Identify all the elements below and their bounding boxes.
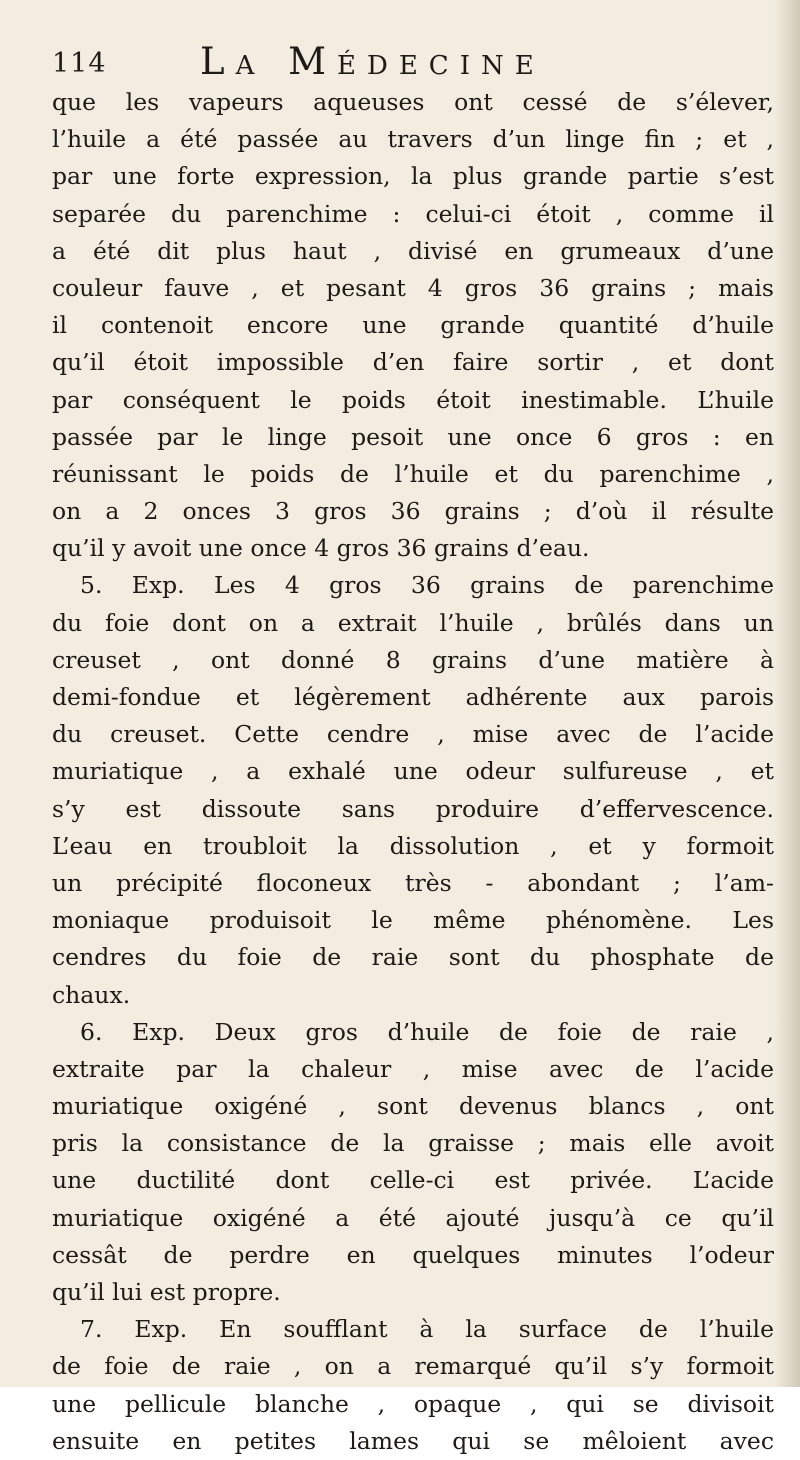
text-line: que les vapeurs aqueuses ont cessé de s’élever,	[52, 88, 774, 116]
text-line: il contenoit encore une grande quantité d’huile	[52, 311, 774, 340]
text-line: 6. Exp. Deux gros d’huile de foie de raie ,	[80, 1017, 774, 1046]
text-line: extraite par la chaleur , mise avec de l’acide	[52, 1054, 774, 1083]
text-line: qu’il lui est propre.	[52, 1278, 281, 1306]
text-line: pris la consistance de la graisse ; mais elle avoit	[52, 1129, 774, 1158]
text-line: couleur fauve , et pesant 4 gros 36 grains ; mais	[52, 273, 774, 302]
text-line: cendres du foie de raie sont du phosphate de	[52, 943, 774, 972]
running-head	[52, 40, 772, 84]
text-line: demi-fondue et légèrement adhérente aux parois	[52, 683, 774, 711]
text-line: du creuset. Cette cendre , mise avec de l’acide	[52, 720, 774, 749]
body-text	[52, 84, 774, 1460]
text-line: s’y est dissoute sans produire d’effervescence.	[52, 794, 774, 823]
text-line: cessât de perdre en quelques minutes l’odeur	[52, 1240, 774, 1269]
running-title: La Médecine	[200, 40, 545, 83]
text-line: une pellicule blanche , opaque , qui se divisoit	[52, 1389, 774, 1418]
text-line: réunissant le poids de l’huile et du parenchime ,	[52, 459, 774, 488]
text-line: muriatique oxigéné , sont devenus blancs , ont	[52, 1092, 774, 1121]
text-line: ensuite en petites lames qui se mêloient avec	[52, 1426, 774, 1455]
page-number: 114	[52, 48, 107, 79]
text-line: separée du parenchime : celui-ci étoit , comme il	[52, 199, 774, 228]
text-line: du foie dont on a extrait l’huile , brûlés dans un	[52, 608, 774, 637]
text-line: creuset , ont donné 8 grains d’une matière à	[52, 645, 774, 674]
text-line: par conséquent le poids étoit inestimable. L’huile	[52, 385, 774, 414]
text-line: on a 2 onces 3 gros 36 grains ; d’où il résulte	[52, 497, 774, 526]
text-line: a été dit plus haut , divisé en grumeaux d’une	[52, 236, 774, 265]
text-line: passée par le linge pesoit une once 6 gros : en	[52, 422, 774, 451]
text-line: par une forte expression, la plus grande partie s’est	[52, 162, 774, 191]
text-line: 5. Exp. Les 4 gros 36 grains de parenchime	[80, 571, 774, 600]
text-line: muriatique , a exhalé une odeur sulfureuse , et	[52, 757, 774, 786]
text-line: chaux.	[52, 980, 131, 1009]
text-line: qu’il y avoit une once 4 gros 36 grains d’eau.	[52, 534, 590, 563]
text-line: L’eau en troubloit la dissolution , et y formoit	[52, 831, 774, 860]
text-line: l’huile a été passée au travers d’un linge fin ; et ,	[52, 125, 774, 154]
text-line: de foie de raie , on a remarqué qu’il s’y formoit	[52, 1352, 774, 1381]
text-line: 7. Exp. En soufflant à la surface de l’huile	[80, 1315, 774, 1344]
text-line: moniaque produisoit le même phénomène. Les	[52, 906, 774, 935]
text-line: un précipité floconeux très - abondant ; l’am-	[52, 868, 774, 897]
text-line: une ductilité dont celle-ci est privée. L’acide	[52, 1166, 774, 1195]
text-line: muriatique oxigéné a été ajouté jusqu’à ce qu’il	[52, 1203, 774, 1232]
text-line: qu’il étoit impossible d’en faire sortir , et dont	[52, 348, 774, 377]
